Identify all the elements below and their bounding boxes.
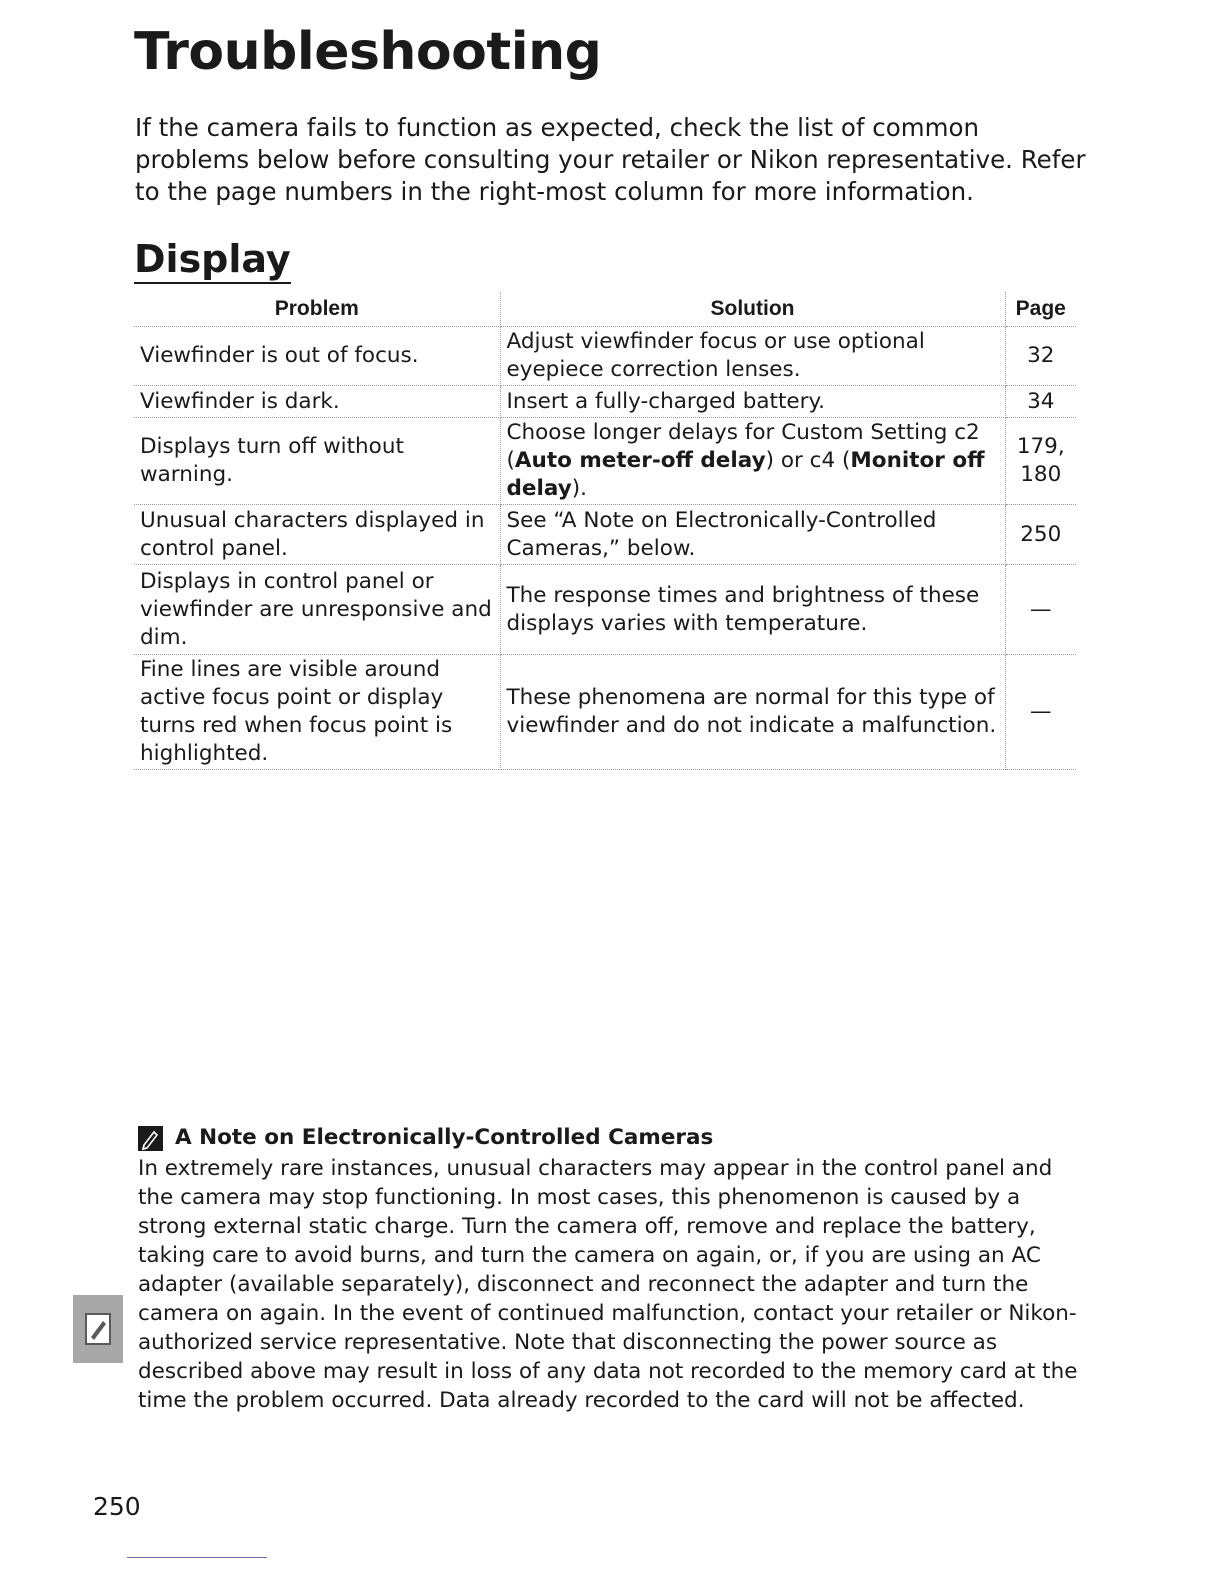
solution-cell: Adjust viewfinder focus or use optional eyepiece correction lenses. [500, 327, 1005, 386]
problem-cell: Displays in control panel or viewfinder are unresponsive and dim. [134, 565, 500, 655]
note-box [138, 1124, 1083, 1415]
problem-cell: Viewfinder is out of focus. [134, 327, 500, 386]
menu-item-monitor-off-delay: Monitor off delay [506, 448, 985, 501]
problem-cell: Displays turn off without warning. [134, 418, 500, 505]
solution-cell: The response times and brightness of these displays varies with temperature. [500, 565, 1005, 655]
page-title: Troubleshooting [134, 22, 602, 82]
solution-cell: These phenomena are normal for this type of viewfinder and do not indicate a malfunction. [500, 655, 1005, 770]
menu-item-auto-meter-off-delay: Auto meter-off delay [514, 448, 766, 473]
table-row [134, 418, 1076, 505]
troubleshooting-tab-icon [73, 1295, 123, 1363]
problem-cell: Viewfinder is dark. [134, 386, 500, 418]
table-header-row [134, 292, 1076, 327]
note-heading [138, 1124, 1083, 1152]
page-ref-cell: 32 [1005, 327, 1076, 386]
page-ref-line: 179, [1016, 434, 1065, 459]
solution-text: ). [571, 476, 587, 501]
page-number: 250 [93, 1492, 141, 1521]
table-row [134, 655, 1076, 770]
page-ref-cell: — [1005, 655, 1076, 770]
section-heading-display: Display [134, 236, 291, 284]
page-ref-cell: 250 [1005, 505, 1076, 565]
solution-cell [500, 418, 1005, 505]
pencil-icon [138, 1126, 163, 1151]
note-body: In extremely rare instances, unusual characters may appear in the control panel and the camera may stop functioning. In most cases, this phenomenon is caused by a strong external static charge. Turn the camera off, remove and replace the battery, taking care to avoid burns, and turn the camera on again, or, if you are using an AC adapter (available separately), disconnect and reconnect the adapter and turn the camera on again. In the event of continued malfunction, contact your retailer or Nikon-authorized service representative. Note that disconnecting the power source as described above may result in loss of any data not recorded to the memory card at the time the problem occurred. Data already recorded to the card will not be affected. [138, 1156, 1078, 1413]
solution-cell: Insert a fully-charged battery. [500, 386, 1005, 418]
solution-cell: See “A Note on Electronically-Controlled Cameras,” below. [500, 505, 1005, 565]
table-row [134, 327, 1076, 386]
solution-text: ) or c4 ( [765, 448, 851, 473]
solution-text: Choose longer delays for Custom Setting c2 ( [506, 420, 980, 473]
page-ref-cell: 34 [1005, 386, 1076, 418]
header-page: Page [1005, 292, 1076, 327]
table-row [134, 386, 1076, 418]
intro-paragraph: If the camera fails to function as expected, check the list of common problems below before consulting your retailer or Nikon representative. Refer to the page numbers in the right-most column for more information. [135, 113, 1086, 206]
note-title: A Note on Electronically-Controlled Cameras [175, 1125, 714, 1150]
page-ref-cell [1005, 418, 1076, 505]
header-problem: Problem [134, 292, 500, 327]
page-ref-line: 180 [1020, 462, 1062, 487]
page-ref-cell: — [1005, 565, 1076, 655]
problem-cell: Unusual characters displayed in control panel. [134, 505, 500, 565]
table-row [134, 505, 1076, 565]
troubleshooting-table [134, 292, 1076, 770]
footer-rule [127, 1557, 267, 1558]
problem-cell: Fine lines are visible around active focus point or display turns red when focus point is highlighted. [134, 655, 500, 770]
table-row [134, 565, 1076, 655]
header-solution: Solution [500, 292, 1005, 327]
